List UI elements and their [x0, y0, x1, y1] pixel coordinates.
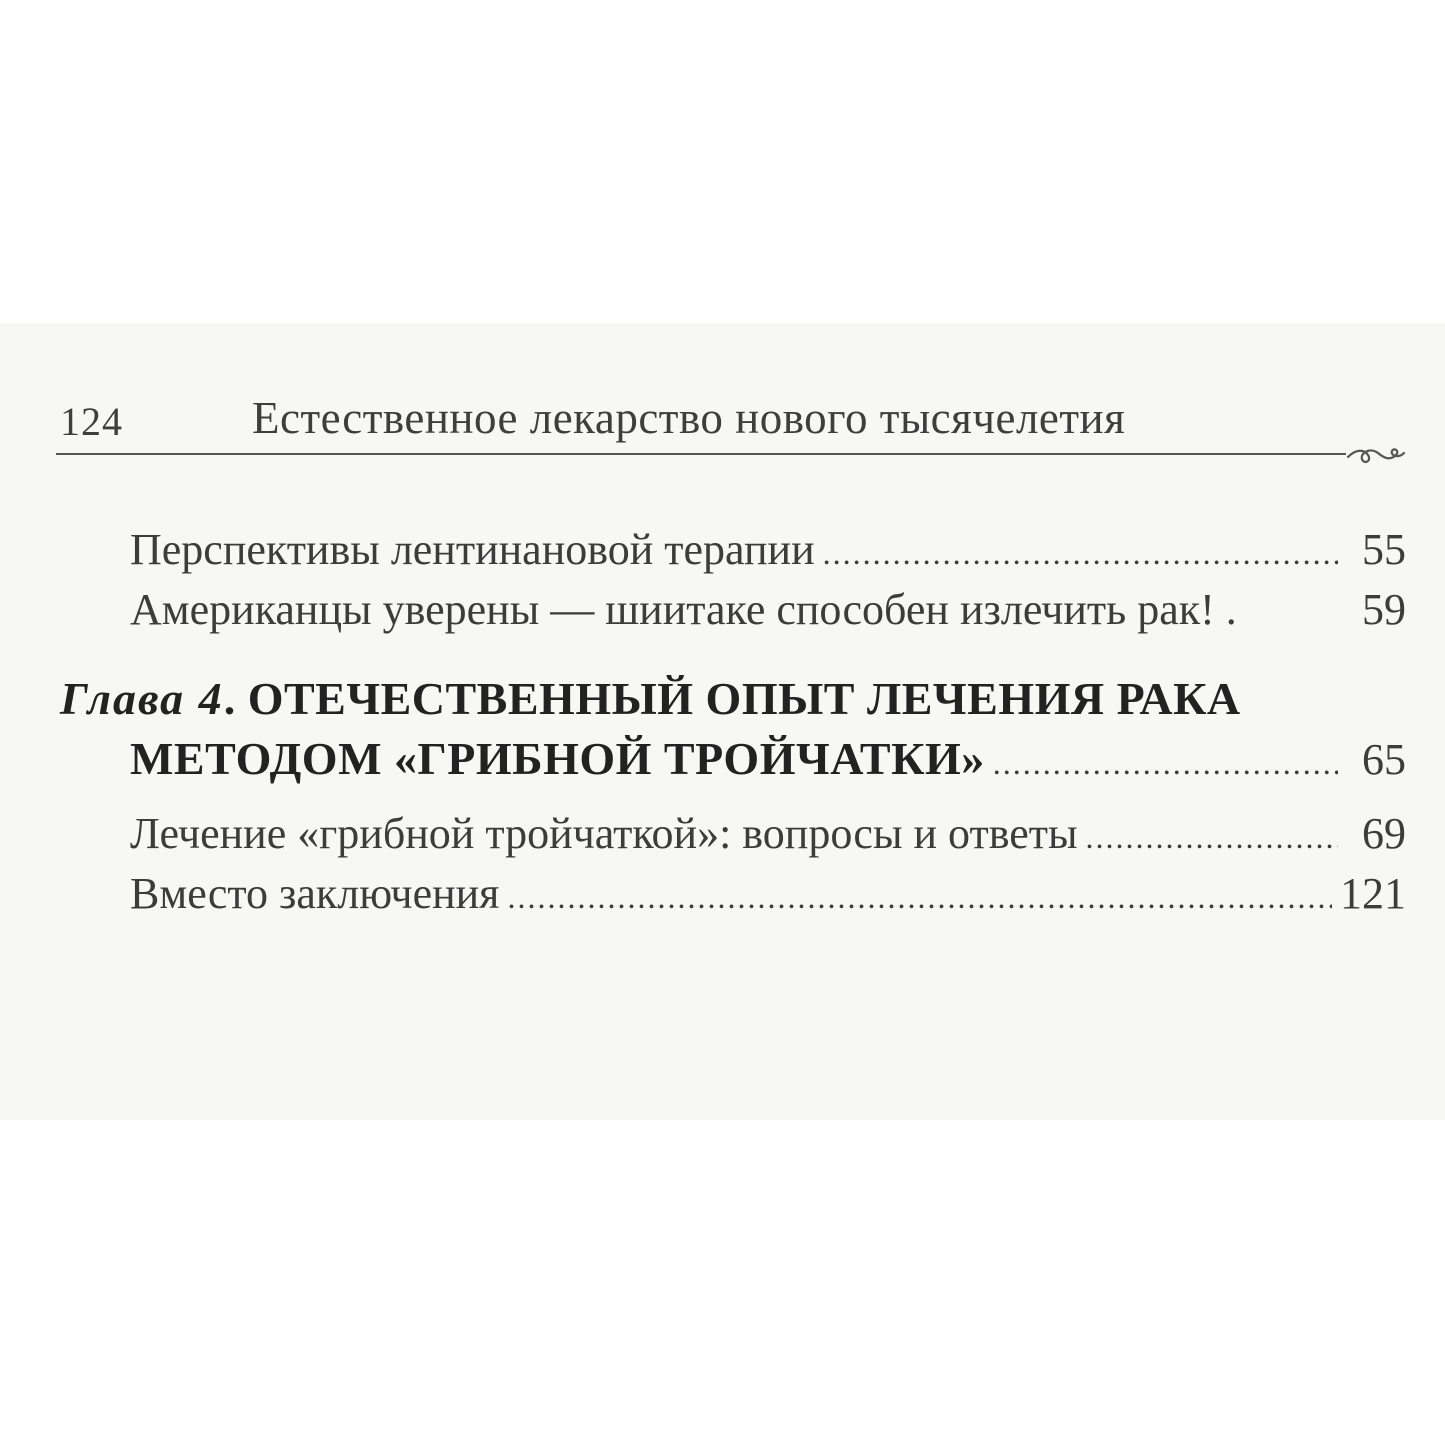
- toc-entry-page: 55: [1362, 525, 1406, 574]
- toc-entry-page: 69: [1362, 809, 1406, 858]
- chapter-heading-continuation: [130, 732, 1406, 792]
- chapter-label: Глава 4: [60, 673, 224, 724]
- toc-entry-title: Вместо заключения: [130, 869, 500, 918]
- chapter-page: 65: [1362, 735, 1406, 784]
- chapter-heading: [60, 672, 1241, 725]
- dot-leader: [507, 879, 1332, 916]
- dot-leader: [1086, 819, 1338, 856]
- running-page-number: 124: [60, 399, 123, 444]
- toc-entry-title: Перспективы лентинановой терапии: [130, 525, 815, 574]
- dot-leader: [823, 535, 1338, 572]
- toc-entry-title: Американцы уверены — шиитаке способен излечить рак! .: [130, 585, 1237, 634]
- toc-entry: [130, 584, 1406, 640]
- toc-entry-page: 121: [1340, 869, 1406, 918]
- dot-leader: [993, 745, 1338, 782]
- toc-entry: [130, 524, 1406, 580]
- chapter-title-line2: МЕТОДОМ «ГРИБНОЙ ТРОЙЧАТКИ»: [130, 733, 985, 784]
- flourish-ornament-icon: [1346, 437, 1408, 469]
- header-divider: [56, 453, 1346, 455]
- chapter-title-line1: . ОТЕЧЕСТВЕННЫЙ ОПЫТ ЛЕЧЕНИЯ РАКА: [223, 673, 1241, 724]
- toc-entry: [130, 868, 1406, 924]
- running-title: Естественное лекарство нового тысячелетия: [252, 393, 1126, 443]
- toc-entry-title: Лечение «грибной тройчаткой»: вопросы и ответы: [130, 809, 1078, 858]
- toc-entry: [130, 808, 1406, 864]
- toc-entry-page: 59: [1362, 585, 1406, 634]
